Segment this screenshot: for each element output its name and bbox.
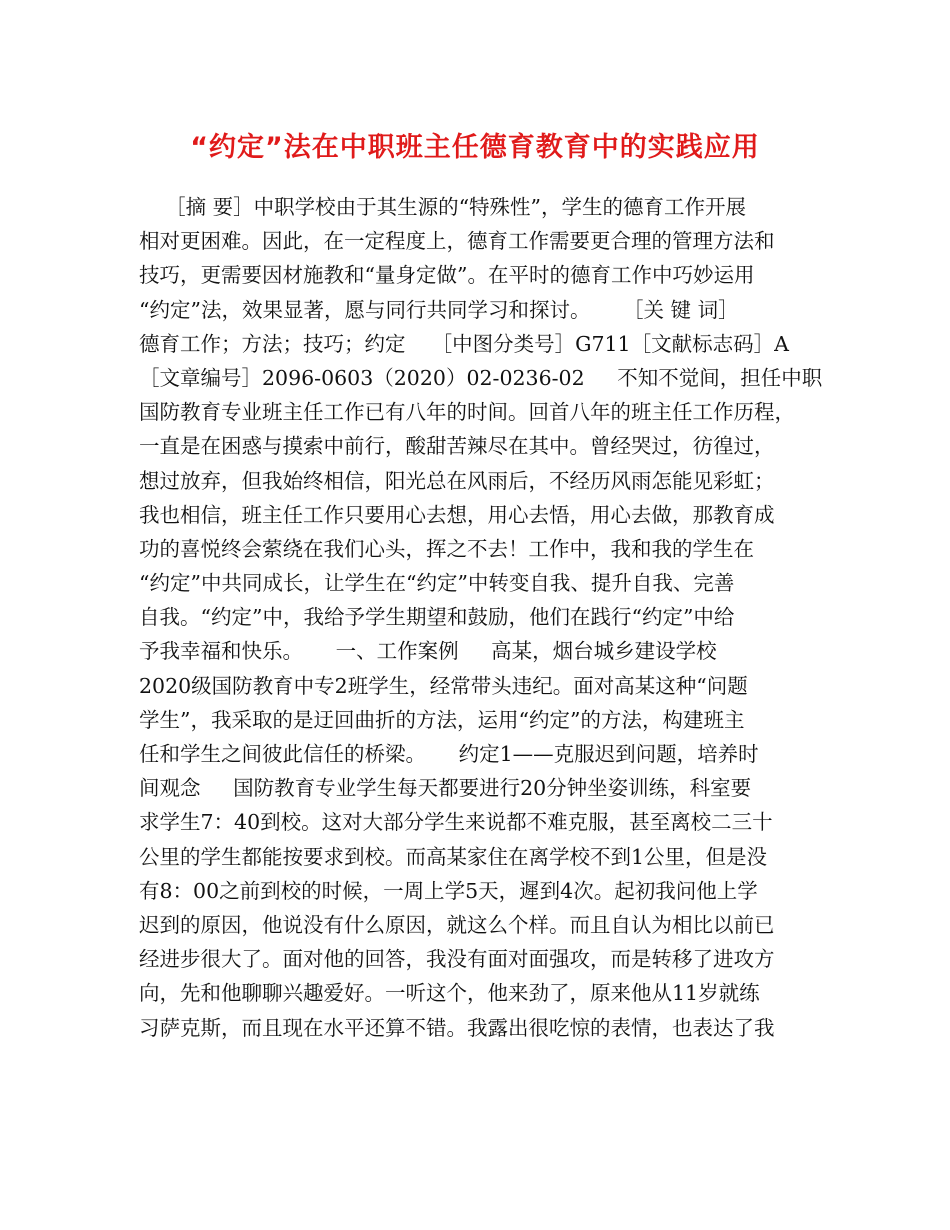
body-line: 予我幸福和快乐。 一、工作案例 高某，烟台城乡建设学校 [139, 639, 717, 664]
body-line: 学生”，我采取的是迂回曲折的方法，运用“约定”的方法，构建班主 [139, 707, 745, 732]
body-line: 有8：00之前到校的时候，一周上学5天，遲到4次。起初我问他上学 [139, 878, 758, 903]
body-line: 任和学生之间彼此信任的桥梁。 约定1——克服迟到问题，培养时 [139, 742, 759, 766]
body-line: 求学生7：40到校。这对大部分学生来说都不难克服，甚至离校二三十 [139, 810, 773, 835]
body-line: 想过放弃，但我始终相信，阳光总在风雨后，不经历风雨怎能见彩虹； [139, 468, 775, 493]
body-line: 向，先和他聊聊兴趣爱好。一听这个，他来劲了，原来他从11岁就练 [139, 981, 760, 1006]
body-line: 功的喜悦终会萦绕在我们心头，挥之不去！工作中，我和我的学生在 [139, 536, 754, 561]
body-line: 习萨克斯，而且现在水平还算不错。我露出很吃惊的表情，也表达了我 [139, 1015, 775, 1040]
body-line: 技巧，更需要因材施教和“量身定做”。在平时的德育工作中巧妙运用 [139, 263, 755, 288]
body-line: 间观念 国防教育专业学生每天都要进行20分钟坐姿训练，科室要 [139, 776, 752, 801]
body-line: 公里的学生都能按要求到校。而高某家住在离学校不到1公里，但是没 [139, 844, 768, 869]
body-line: 迟到的原因，他说没有什么原因，就这么个样。而且自认为相比以前已 [139, 912, 775, 937]
body-line: 国防教育专业班主任工作已有八年的时间。回首八年的班主任工作历程， [139, 400, 795, 425]
body-line: 2020级国防教育中专2班学生，经常带头违纪。面对高某这种“问题 [139, 673, 748, 698]
body-line: 一直是在困惑与摸索中前行，酸甜苦辣尽在其中。曾经哭过，彷徨过， [139, 434, 775, 459]
body-line: 自我。“约定”中，我给予学生期望和鼓励，他们在践行“约定”中给 [139, 605, 735, 630]
body-line: 相对更困难。因此，在一定程度上，德育工作需要更合理的管理方法和 [139, 229, 775, 254]
body-line: “约定”法，效果显著，愿与同行共同学习和探讨。 ［关 键 词］ [139, 297, 739, 322]
body-line: ［摘 要］中职学校由于其生源的“特殊性”，学生的德育工作开展 [139, 195, 747, 219]
body-line: ［文章编号］2096-0603（2020）02-0236-02 不知不觉间，担任中职 [139, 365, 823, 390]
body-line: 德育工作；方法；技巧；约定 ［中图分类号］G711［文献标志码］A [139, 331, 789, 356]
body-line: “约定”中共同成长，让学生在“约定”中转变自我、提升自我、完善 [139, 571, 735, 596]
document-title: “约定”法在中职班主任德育教育中的实践应用 [190, 132, 760, 163]
document-body [139, 190, 823, 1045]
body-line: 经进步很大了。面对他的回答，我没有面对面强攻，而是转移了进攻方 [139, 947, 775, 972]
body-line: 我也相信，班主任工作只要用心去想，用心去悟，用心去做，那教育成 [139, 502, 775, 527]
